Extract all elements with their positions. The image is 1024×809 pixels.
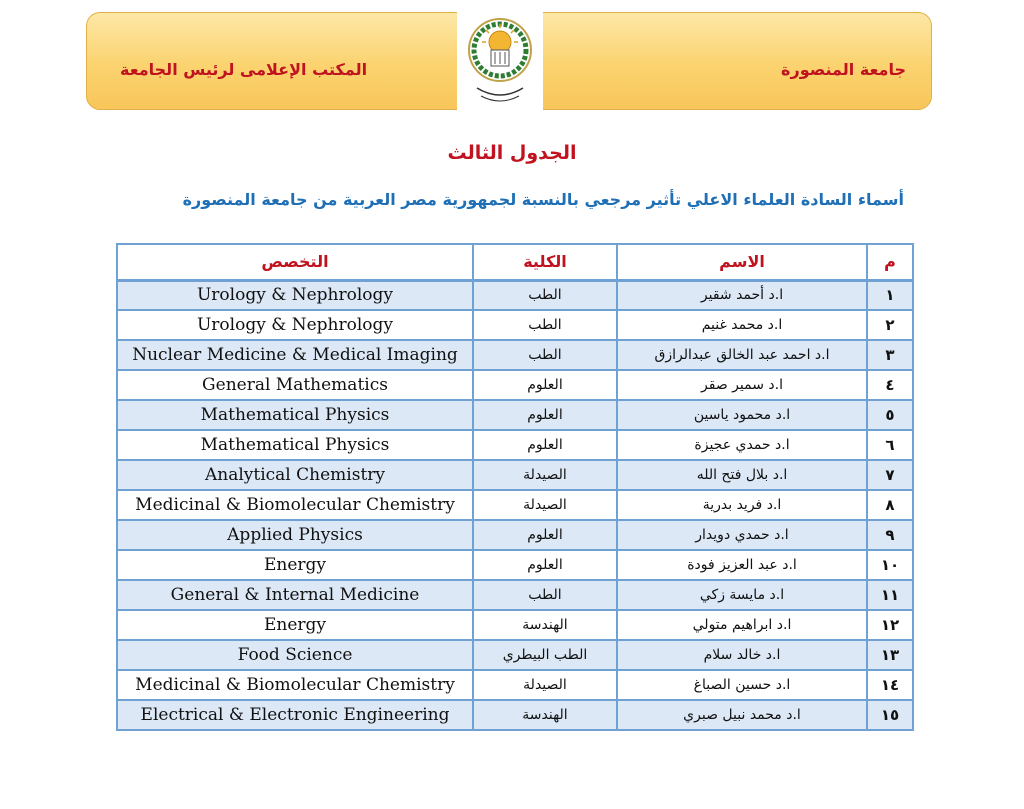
row-specialty: Energy <box>117 610 473 640</box>
row-number: ٧ <box>867 460 913 490</box>
table-row <box>117 550 913 580</box>
row-number: ١١ <box>867 580 913 610</box>
row-specialty: Mathematical Physics <box>117 430 473 460</box>
row-number: ١٢ <box>867 610 913 640</box>
row-name: ا.د بلال فتح الله <box>617 460 867 490</box>
row-name: ا.د احمد عبد الخالق عبدالرازق <box>617 340 867 370</box>
row-specialty: Nuclear Medicine & Medical Imaging <box>117 340 473 370</box>
row-number: ١ <box>867 280 913 310</box>
table-row <box>117 490 913 520</box>
row-specialty: General Mathematics <box>117 370 473 400</box>
row-name: ا.د خالد سلام <box>617 640 867 670</box>
table-row <box>117 700 913 730</box>
header-banner <box>86 12 932 110</box>
row-specialty: Analytical Chemistry <box>117 460 473 490</box>
row-faculty: الطب <box>473 580 617 610</box>
table-row <box>117 580 913 610</box>
table-row <box>117 640 913 670</box>
row-faculty: الطب <box>473 280 617 310</box>
table-row <box>117 400 913 430</box>
table-row <box>117 370 913 400</box>
row-specialty: Medicinal & Biomolecular Chemistry <box>117 670 473 700</box>
table-body <box>117 280 913 730</box>
row-number: ٢ <box>867 310 913 340</box>
table-title: الجدول الثالث <box>447 142 577 164</box>
table-row <box>117 280 913 310</box>
row-number: ٤ <box>867 370 913 400</box>
row-number: ٨ <box>867 490 913 520</box>
table-row <box>117 460 913 490</box>
row-specialty: Medicinal & Biomolecular Chemistry <box>117 490 473 520</box>
row-name: ا.د مايسة زكي <box>617 580 867 610</box>
row-name: ا.د حمدي دويدار <box>617 520 867 550</box>
row-faculty: الهندسة <box>473 610 617 640</box>
row-number: ٦ <box>867 430 913 460</box>
row-faculty: الطب <box>473 310 617 340</box>
row-specialty: Electrical & Electronic Engineering <box>117 700 473 730</box>
row-faculty: الطب البيطري <box>473 640 617 670</box>
header-specialty: التخصص <box>117 244 473 280</box>
table-header-row <box>117 244 913 280</box>
row-name: ا.د حسين الصباغ <box>617 670 867 700</box>
row-name: ا.د عبد العزيز فودة <box>617 550 867 580</box>
office-name: المكتب الإعلامى لرئيس الجامعة <box>120 60 368 79</box>
row-faculty: الصيدلة <box>473 490 617 520</box>
table-row <box>117 670 913 700</box>
university-logo <box>457 10 543 110</box>
row-specialty: Food Science <box>117 640 473 670</box>
row-faculty: الهندسة <box>473 700 617 730</box>
row-name: ا.د حمدي عجيزة <box>617 430 867 460</box>
row-faculty: الصيدلة <box>473 670 617 700</box>
row-name: ا.د محمد نبيل صبري <box>617 700 867 730</box>
row-number: ١٣ <box>867 640 913 670</box>
row-specialty: Energy <box>117 550 473 580</box>
row-number: ١٠ <box>867 550 913 580</box>
row-number: ٣ <box>867 340 913 370</box>
row-name: ا.د ابراهيم متولي <box>617 610 867 640</box>
row-faculty: العلوم <box>473 520 617 550</box>
row-faculty: الصيدلة <box>473 460 617 490</box>
row-name: ا.د فريد بدرية <box>617 490 867 520</box>
scientists-table <box>116 243 914 731</box>
table-row <box>117 520 913 550</box>
header-faculty: الكلية <box>473 244 617 280</box>
table-row <box>117 310 913 340</box>
table-row <box>117 340 913 370</box>
row-specialty: Urology & Nephrology <box>117 310 473 340</box>
row-name: ا.د أحمد شقير <box>617 280 867 310</box>
table-row <box>117 610 913 640</box>
row-specialty: Mathematical Physics <box>117 400 473 430</box>
row-specialty: Applied Physics <box>117 520 473 550</box>
row-specialty: General & Internal Medicine <box>117 580 473 610</box>
table-subtitle: أسماء السادة العلماء الاعلي تأثير مرجعي بالنسبة لجمهورية مصر العربية من جامعة المنصورة <box>182 190 904 209</box>
row-number: ١٥ <box>867 700 913 730</box>
row-specialty: Urology & Nephrology <box>117 280 473 310</box>
row-faculty: العلوم <box>473 370 617 400</box>
row-name: ا.د محمد غنيم <box>617 310 867 340</box>
header-name: الاسم <box>617 244 867 280</box>
row-number: ٩ <box>867 520 913 550</box>
row-name: ا.د سمير صقر <box>617 370 867 400</box>
mansoura-university-logo-icon <box>457 10 543 110</box>
row-faculty: العلوم <box>473 400 617 430</box>
row-number: ١٤ <box>867 670 913 700</box>
table-row <box>117 430 913 460</box>
row-faculty: العلوم <box>473 430 617 460</box>
row-name: ا.د محمود ياسين <box>617 400 867 430</box>
university-name: جامعة المنصورة <box>781 60 906 79</box>
row-number: ٥ <box>867 400 913 430</box>
row-faculty: الطب <box>473 340 617 370</box>
row-faculty: العلوم <box>473 550 617 580</box>
header-num: م <box>867 244 913 280</box>
